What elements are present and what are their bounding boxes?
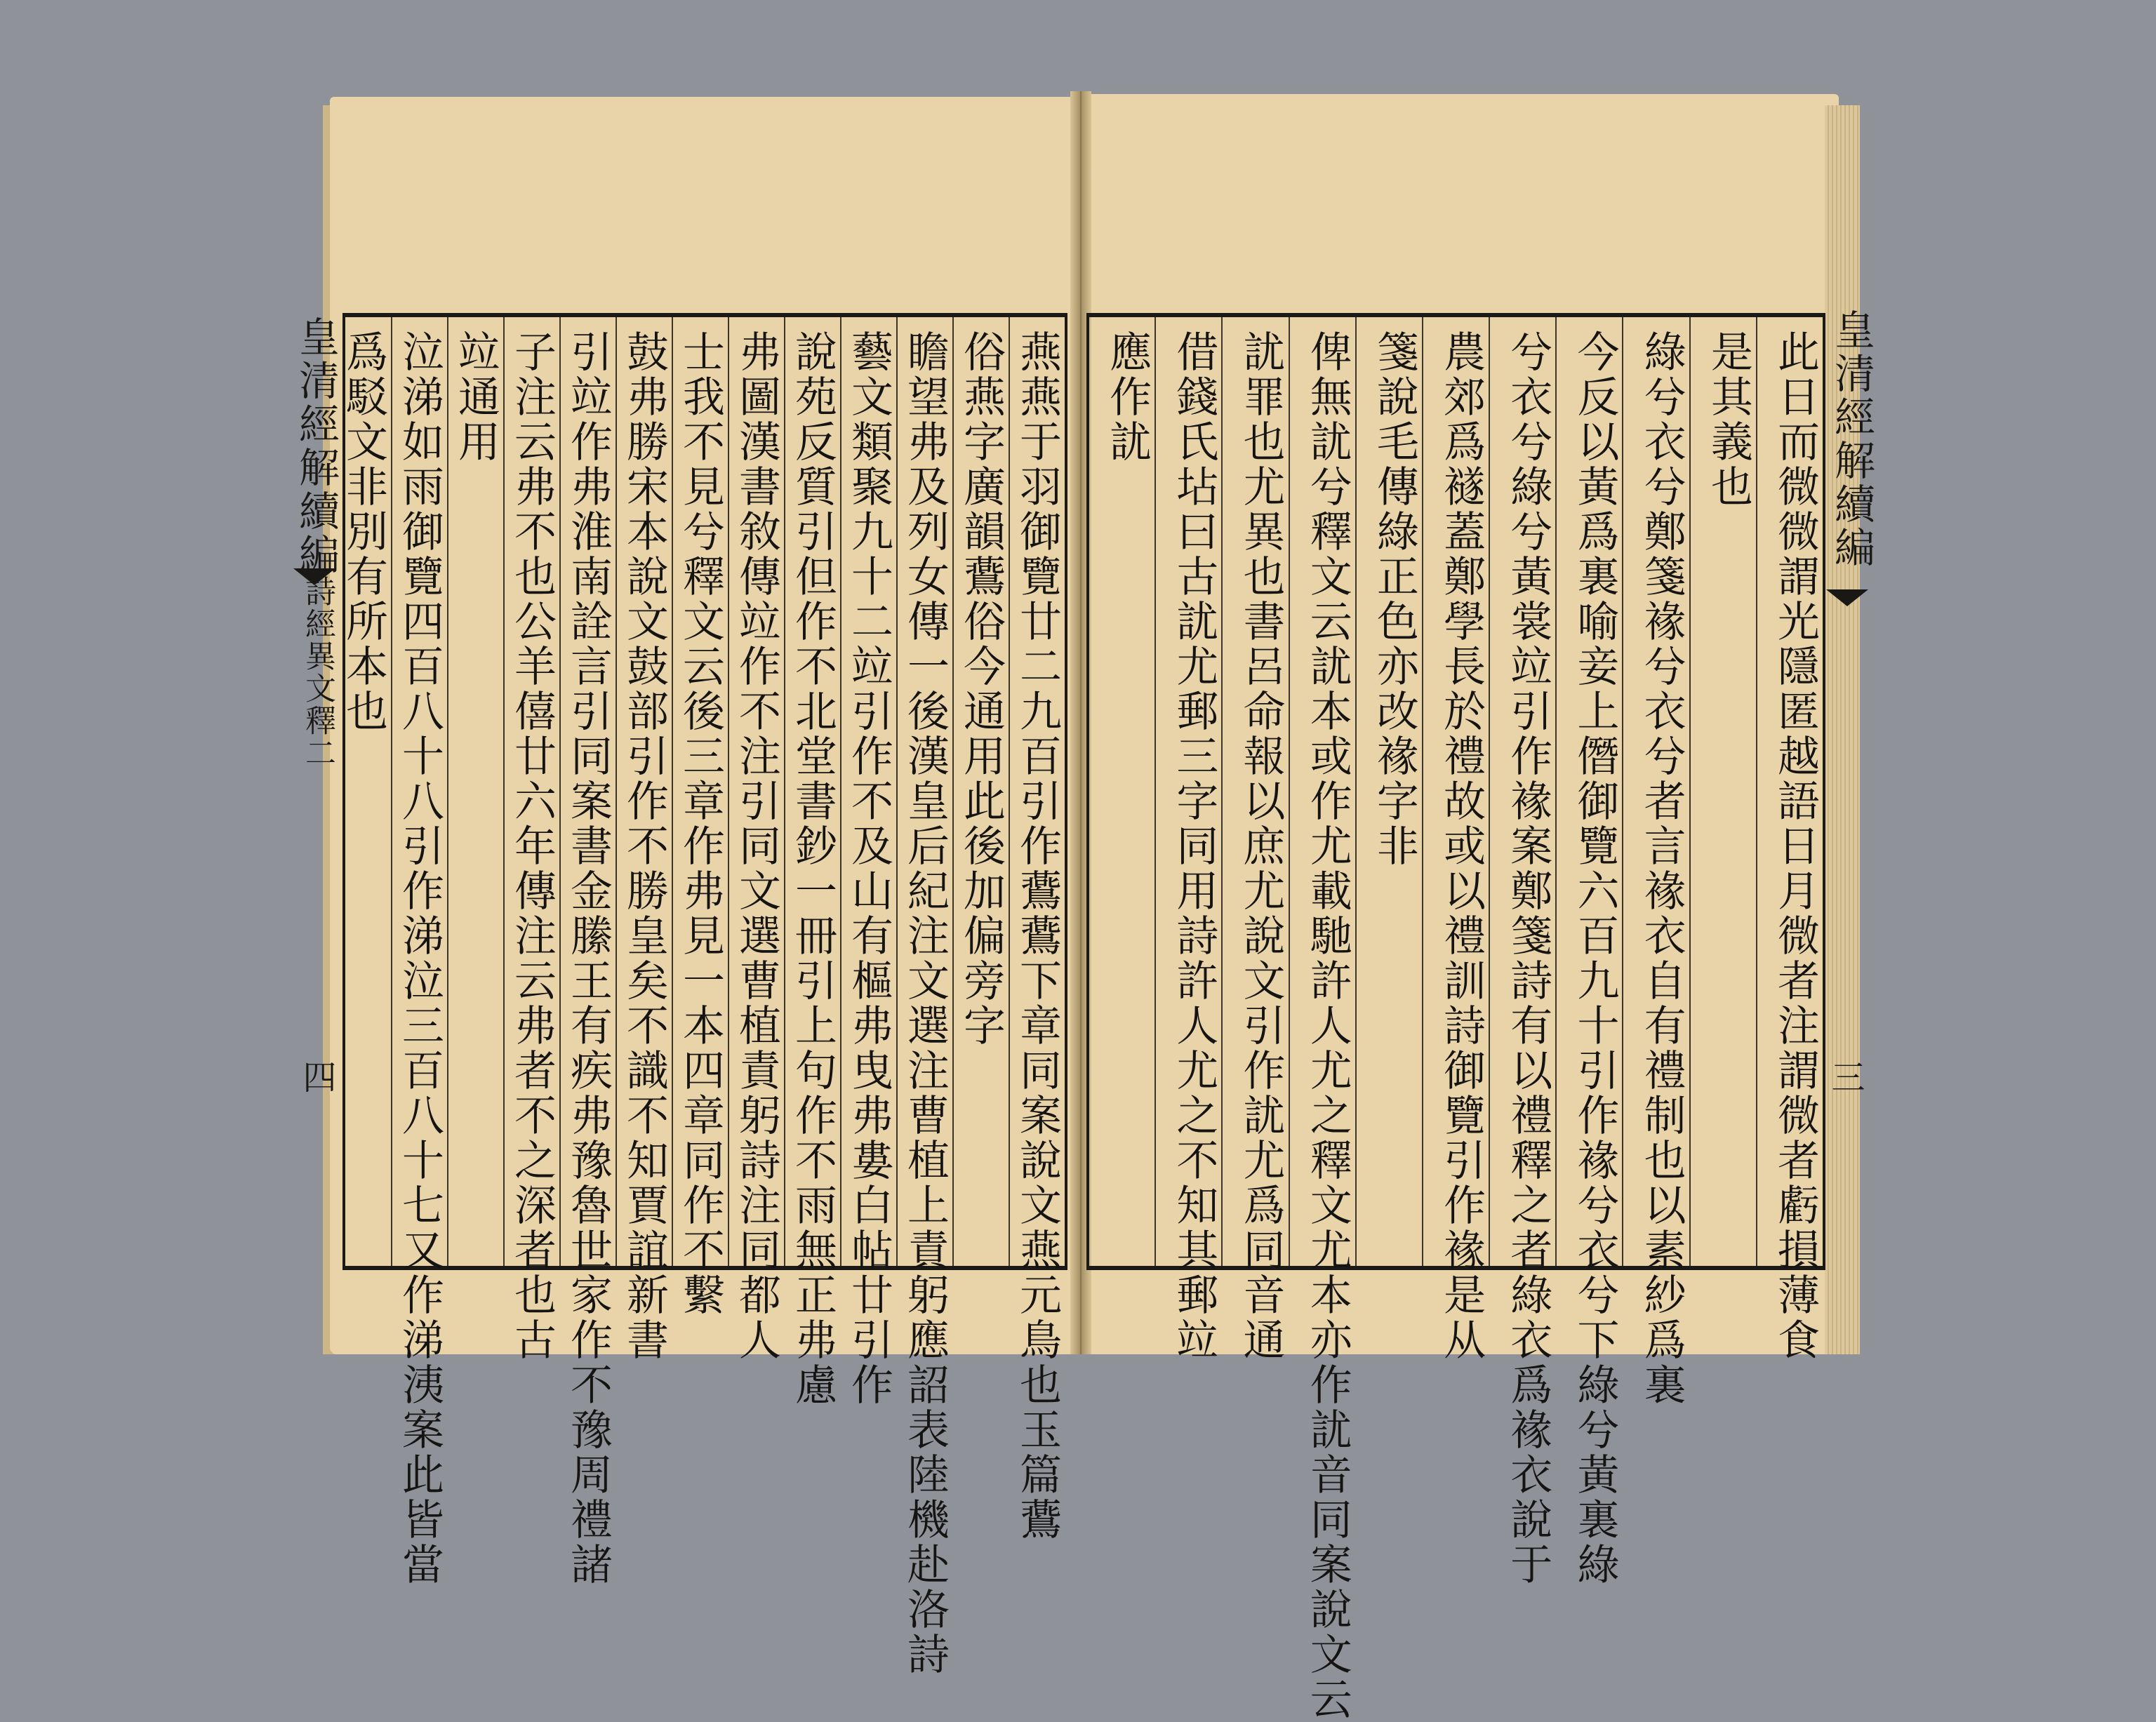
text-column: 兮衣兮綠兮黃裳竝引作褖案鄭箋詩有以禮釋之者綠衣爲褖衣說于 bbox=[1489, 317, 1555, 1266]
text-column: 俗燕字廣韻鷰俗今通用此後加偏旁字 bbox=[952, 317, 1009, 1266]
text-column: 士我不見兮釋文云後三章作弗見一本四章同作不繫 bbox=[672, 317, 728, 1266]
text-column: 是其義也 bbox=[1689, 317, 1756, 1266]
text-column: 燕燕于羽御覽廿二九百引作鷰鷰下章同案說文燕元鳥也玉篇鷰 bbox=[1009, 317, 1065, 1266]
text-column: 俾無訧兮釋文云訧本或作尤載馳許人尤之釋文尤本亦作訧音同案說文云 bbox=[1289, 317, 1355, 1266]
left-banner-subtitle: 詩經異文釋二 bbox=[300, 575, 335, 769]
right-page-stack-edge bbox=[1825, 105, 1860, 1354]
text-column: 箋說毛傳綠正色亦改褖字非 bbox=[1355, 317, 1422, 1266]
text-column: 爲駁文非別有所本也 bbox=[339, 330, 388, 734]
text-column: 借錢氏坫曰古訧尤郵三字同用詩許人尤之不知其郵竝 bbox=[1154, 317, 1221, 1266]
text-column: 訧罪也尤異也書呂命報以庶尤說文引作訧尤爲同音通 bbox=[1221, 317, 1288, 1266]
text-column: 泣涕如雨御覽四百八十八引作涕泣三百八十七又作涕洟案此皆當 bbox=[391, 317, 447, 1266]
left-banner-title: 皇清經解續編 bbox=[292, 316, 340, 577]
left-page-number: 四 bbox=[297, 1060, 336, 1093]
text-column: 子注云弗不也公羊僖廿六年傳注云弗者不之深者也古 bbox=[503, 317, 559, 1266]
text-column: 藝文類聚九十二竝引作不及山有樞弗曳弗婁白帖廿引作 bbox=[840, 317, 896, 1266]
text-column: 說苑反質引但作不北堂書鈔一冊引上句作不雨無正弗慮 bbox=[784, 317, 840, 1266]
text-column: 弗圖漢書敘傳竝作不注引同文選曹植責躬詩注同都人 bbox=[728, 317, 784, 1266]
left-text-frame bbox=[339, 313, 1067, 1677]
text-column: 綠兮衣兮鄭箋褖兮衣兮者言褖衣自有禮制也以素紗爲裏 bbox=[1622, 317, 1689, 1266]
text-column: 今反以黃爲裏喻妾上僭御覽六百九十引作褖兮衣兮下綠兮黃裏綠 bbox=[1555, 317, 1622, 1266]
text-column: 引竝作弗淮南詮言引同案書金縢王有疾弗豫魯世家作不豫周禮諸 bbox=[559, 317, 615, 1266]
right-columns bbox=[1089, 317, 1823, 1722]
text-column: 鼓弗勝宋本說文鼓部引作不勝皇矣不識不知賈誼新書 bbox=[615, 317, 672, 1266]
text-column: 此日而微微謂光隱匿越語日月微者注謂微者虧損薄食 bbox=[1756, 317, 1823, 1266]
right-text-frame bbox=[1086, 313, 1825, 1722]
text-column: 農郊爲襚蓋鄭學長於禮故或以禮訓詩御覽引作褖是从 bbox=[1422, 317, 1489, 1266]
text-column: 瞻望弗及列女傳一後漢皇后紀注文選注曹植上責躬應詔表陸機赴洛詩 bbox=[896, 317, 952, 1266]
right-page-number: 三 bbox=[1825, 1060, 1865, 1093]
fish-tail-mark-icon bbox=[1826, 589, 1868, 606]
left-columns bbox=[339, 317, 1065, 1677]
text-column: 竝通用 bbox=[447, 317, 503, 1266]
right-banner-title: 皇清經解續編 bbox=[1828, 309, 1875, 570]
text-column: 應作訧 bbox=[1103, 330, 1152, 465]
